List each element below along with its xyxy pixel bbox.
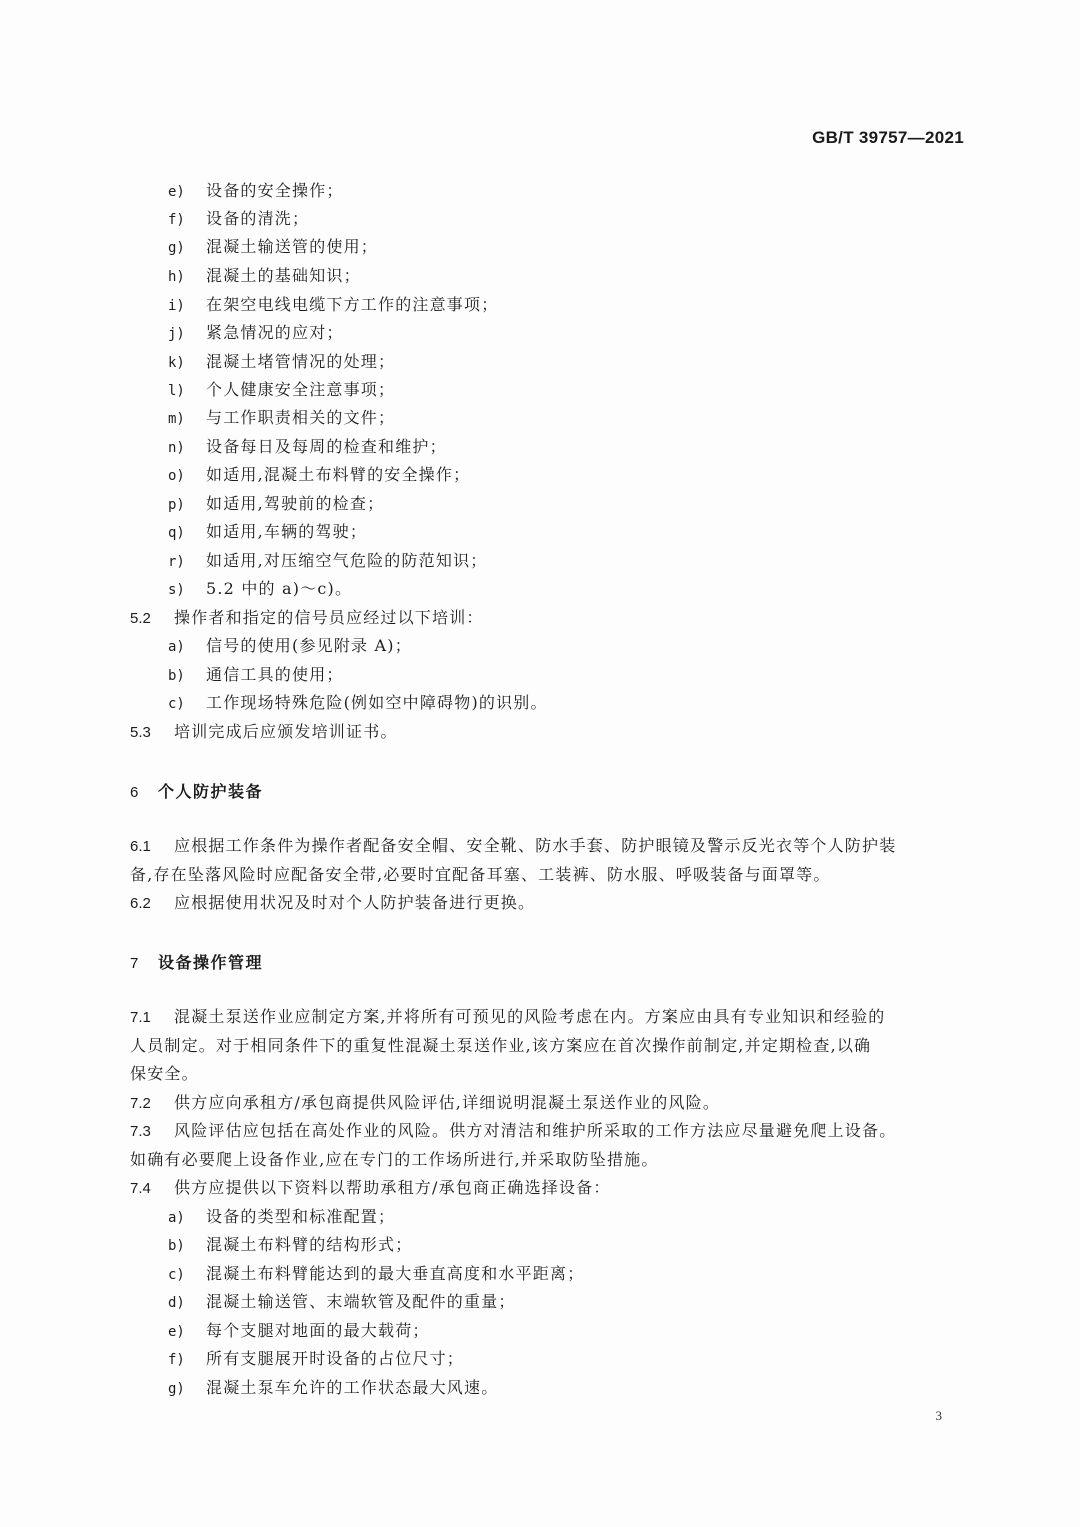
list-item [168,352,395,373]
list-marker: j) [168,326,185,342]
section-number: 7 [130,955,140,972]
clause-number: 5.3 [130,724,151,741]
clause-7-2 [130,1093,720,1114]
clause-7-1-continuation: 人员制定。对于相同条件下的重复性混凝土泵送作业,该方案应在首次操作前制定,并定期检查,以确 [130,1036,872,1055]
list-item [168,380,395,401]
clause-7-3 [130,1121,896,1142]
list-text: 如适用,对压缩空气危险的防范知识； [206,551,488,570]
section-title: 个人防护装备 [158,782,264,801]
clause-number: 7.2 [130,1095,151,1112]
clause-text: 风险评估应包括在高处作业的风险。供方对清洁和维护所采取的工作方法应尽量避免爬上设备。 [174,1121,897,1140]
clause-7-1-continuation: 保安全。 [130,1064,199,1083]
list-marker: f) [168,212,185,228]
list-item [168,1378,498,1399]
list-text: 通信工具的使用； [206,665,344,684]
clause-7-1 [130,1007,886,1028]
list-marker: p) [168,497,185,513]
list-item [168,579,352,600]
list-text: 工作现场特殊危险(例如空中障碍物)的识别。 [206,693,548,712]
list-text: 所有支腿展开时设备的占位尺寸； [206,1349,465,1368]
clause-text: 应根据使用状况及时对个人防护装备进行更换。 [174,893,536,912]
clause-number: 7.1 [130,1009,151,1026]
list-item [168,1292,516,1313]
clause-6-1-continuation: 备,存在坠落风险时应配备安全带,必要时宜配备耳塞、工装裤、防水服、呼吸装备与面罩等。 [130,865,831,884]
list-item [168,551,488,572]
list-text: 混凝土堵管情况的处理； [206,352,396,371]
list-item [168,1264,584,1285]
clause-number: 6.1 [130,838,151,855]
clause-7-3-continuation: 如确有必要爬上设备作业,应在专门的工作场所进行,并采取防坠措施。 [130,1150,659,1169]
list-text: 混凝土输送管的使用； [206,237,379,256]
list-marker: r) [168,554,185,570]
list-marker: g) [168,240,185,256]
list-item [168,494,384,515]
section-title: 设备操作管理 [158,953,264,972]
standard-code: GB/T 39757—2021 [812,128,964,147]
list-marker: e) [168,1324,185,1340]
list-item [168,1321,430,1342]
clause-text: 培训完成后应颁发培训证书。 [174,722,398,741]
clause-number: 7.4 [130,1180,151,1197]
section-heading-6 [130,779,263,802]
clause-text: 供方应提供以下资料以帮助承租方/承包商正确选择设备： [174,1178,611,1197]
list-marker: o) [168,468,185,484]
clause-text: 供方应向承租方/承包商提供风险评估,详细说明混凝土泵送作业的风险。 [174,1093,721,1112]
clause-text: 操作者和指定的信号员应经过以下培训： [174,608,484,627]
list-marker: d) [168,1295,185,1311]
list-item [168,323,344,344]
list-text: 如适用,驾驶前的检查； [206,494,385,513]
list-item [168,665,344,686]
list-item [168,209,309,230]
clause-text: 应根据工作条件为操作者配备安全帽、安全靴、防水手套、防护眼镜及警示反光衣等个人防护装 [174,836,897,855]
list-text: 每个支腿对地面的最大载荷； [206,1321,430,1340]
list-marker: n) [168,440,185,456]
list-item [168,408,395,429]
clause-number: 6.2 [130,895,151,912]
list-marker: h) [168,269,185,285]
list-item [168,465,470,486]
list-text: 信号的使用(参见附录 A)； [206,636,412,655]
list-text: 混凝土布料臂的结构形式； [206,1235,413,1254]
list-text: 如适用,混凝土布料臂的安全操作； [206,465,471,484]
clause-number: 7.3 [130,1123,151,1140]
clause-number: 5.2 [130,610,151,627]
list-item [168,295,498,316]
list-marker: q) [168,525,185,541]
list-text: 设备的安全操作； [206,181,344,200]
list-item [168,237,378,258]
list-text: 个人健康安全注意事项； [206,380,396,399]
list-item [168,636,412,657]
list-item [168,1207,395,1228]
clause-5-2 [130,608,484,629]
clause-text: 混凝土泵送作业应制定方案,并将所有可预见的风险考虑在内。方案应由具有专业知识和经验的 [174,1007,886,1026]
list-text: 混凝土布料臂能达到的最大垂直高度和水平距离； [206,1264,585,1283]
list-marker: c) [168,696,185,712]
list-marker: b) [168,668,185,684]
list-item [168,522,367,543]
list-item [168,1235,412,1256]
list-item [168,181,344,202]
list-text: 混凝土泵车允许的工作状态最大风速。 [206,1378,499,1397]
list-marker: a) [168,639,185,655]
list-marker: l) [168,383,185,399]
list-text: 在架空电线电缆下方工作的注意事项； [206,295,499,314]
list-text: 5.2 中的 a)～c)。 [206,579,353,598]
list-marker: f) [168,1352,185,1368]
clause-6-1 [130,836,896,857]
list-marker: c) [168,1267,185,1283]
list-text: 设备的类型和标准配置； [206,1207,396,1226]
list-marker: g) [168,1381,185,1397]
list-marker: m) [168,411,185,427]
list-item [168,1349,464,1370]
list-text: 紧急情况的应对； [206,323,344,342]
list-marker: a) [168,1210,185,1226]
list-text: 设备每日及每周的检查和维护； [206,437,447,456]
list-item [168,266,361,287]
list-marker: i) [168,298,185,314]
list-marker: e) [168,184,185,200]
list-text: 设备的清洗； [206,209,310,228]
list-marker: s) [168,582,185,598]
list-text: 与工作职责相关的文件； [206,408,396,427]
clause-7-4 [130,1178,611,1199]
list-text: 混凝土的基础知识； [206,266,361,285]
list-item [168,437,447,458]
section-heading-7 [130,950,263,973]
list-text: 混凝土输送管、末端软管及配件的重量； [206,1292,516,1311]
clause-6-2 [130,893,535,914]
clause-5-3 [130,722,398,743]
list-marker: b) [168,1238,185,1254]
section-number: 6 [130,784,140,801]
list-text: 如适用,车辆的驾驶； [206,522,368,541]
list-item [168,693,548,714]
list-marker: k) [168,355,185,371]
page-number: 3 [935,1408,942,1423]
